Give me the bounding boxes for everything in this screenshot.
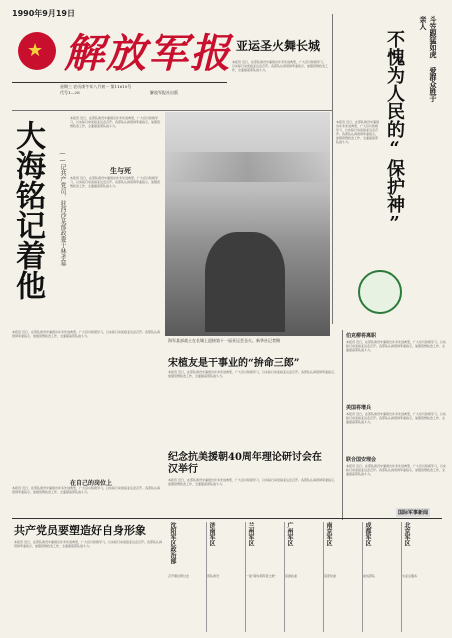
right-item-3-title: 联合国安理会 (346, 457, 377, 463)
article-conference-text: 本报讯 近日，在部队建设中涌现出许多先进典型，广大官兵积极学习，以实际行动迎接亚运会召开。各部队认真贯彻军委指示，加强思想政治工作，全面提高部队战斗力。 (168, 478, 337, 486)
article-song-text: 本报讯 近日，在部队建设中涌现出许多先进典型，广大官兵积极学习，以实际行动迎接亚运会召开。各部队认真贯彻军委指示，加强思想政治工作，全面提高部队战斗力。 (168, 370, 337, 378)
column-2-title: 济南军区 (208, 522, 215, 546)
subhead-exam: 在自己的岗位上 (70, 480, 113, 487)
headline-conference: 纪念抗美援朝40周年理论研讨会在汉举行 (168, 452, 322, 475)
article-side-text: 本报讯 近日，在部队建设中涌现出许多先进典型，广大官兵积极学习，以实际行动迎接亚运会召开。各部队认真贯彻军委指示，加强思想政治工作，全面提高部队战斗力。 (336, 120, 379, 144)
headline-big-vertical: 大海铭记着他 (10, 120, 45, 300)
right-item-1-title: 伯克柳将离职 (346, 333, 377, 339)
column-1-title: 沈阳军区政治部 (169, 522, 176, 564)
article-continued-text: 本报讯 近日，在部队建设中涌现出许多先进典型，广大官兵积极学习，以实际行动迎接亚运会召开。各部队认真贯彻军委指示，加强思想政治工作，全面提高部队战斗力。 (12, 330, 160, 338)
headline-party: 共产党员要塑造好自身形象 (14, 524, 146, 537)
headline-big-sub: ——记共产党员、驻西沙某部政委于林孝幕 (59, 150, 66, 266)
column-5-text: 某部党委 (324, 574, 337, 578)
subhead-life-death: 生与死 (110, 166, 131, 175)
headline-side-vertical: 不愧为人民的“保护神” (384, 30, 405, 234)
article-main-text: 本报讯 近日，在部队建设中涌现出许多先进典型，广大官兵积极学习，以实际行动迎接亚运会召开。各部队认真贯彻军委指示，加强思想政治工作，全面提高部队战斗力。 (70, 176, 161, 188)
article-party-text: 本报讯 近日，在部队建设中涌现出许多先进典型，广大官兵积极学习，以实际行动迎接亚运会召开。各部队认真贯彻军委指示，加强思想政治工作，全面提高部队战斗力。 (14, 540, 162, 548)
right-item-2-text: 本报讯 近日，在部队建设中涌现出许多先进典型，广大官兵积极学习，以实际行动迎接亚运会召开。各部队认真贯彻军委指示，加强思想政治工作，全面提高部队战斗力。 (346, 412, 446, 424)
army-emblem-icon: ★ (18, 32, 56, 70)
photo-caption: 海军某部战士在长城上迎接第十一届亚运会圣火。新华社记者摄 (168, 338, 280, 343)
stamp-logo-icon (358, 270, 402, 314)
right-item-1-text: 本报讯 近日，在部队建设中涌现出许多先进典型，广大官兵积极学习，以实际行动迎接亚运会召开。各部队认真贯彻军委指示，加强思想政治工作，全面提高部队战斗力。 (346, 340, 446, 352)
column-4-title: 广州军区 (286, 522, 293, 546)
publisher: 解放军报社出版 (150, 90, 178, 95)
column-6-title: 成都军区 (364, 522, 371, 546)
column-7-title: 北京军区 (403, 522, 410, 546)
great-wall-photo (165, 112, 330, 336)
article-asian-games-text: 本报讯 近日，在部队建设中涌现出许多先进典型，广大官兵积极学习，以实际行动迎接亚运会召开。各部队认真贯彻军委指示，加强思想政治工作，全面提高部队战斗力。 (232, 60, 328, 72)
column-6-text: 前线部队 (363, 574, 376, 578)
column-5-title: 南京军区 (325, 522, 332, 546)
newspaper-title: 解放军报 (64, 30, 232, 77)
headline-song: 宋植友是干事业的“拚命三郎” (168, 358, 300, 369)
column-2-text: 部队建设 (207, 574, 220, 578)
column-1-text: 召开理论研讨会 (168, 574, 190, 578)
headline-asian-games: 亚运圣火舞长城 (236, 39, 321, 53)
side-kicker: 斗笠跟猛如虎 爱群众胜于亲人 (419, 16, 438, 102)
issue-code: 代号1—28 (60, 90, 80, 95)
column-3-text: 一届“新时期军营之歌” (246, 574, 277, 578)
intl-section-label: 国际军事新闻 (398, 510, 429, 516)
article-intro-text: 本报讯 近日，在部队建设中涌现出许多先进典型，广大官兵积极学习，以实际行动迎接亚运会召开。各部队认真贯彻军委指示，加强思想政治工作，全面提高部队战斗力。 (70, 116, 161, 128)
column-7-text: 为亚运服务 (402, 574, 418, 578)
column-4-text: 某团政委 (285, 574, 298, 578)
right-item-2-title: 美国将增兵 (346, 405, 372, 411)
column-3-title: 兰州军区 (247, 522, 254, 546)
article-exam-text: 本报讯 近日，在部队建设中涌现出许多先进典型，广大官兵积极学习，以实际行动迎接亚运会召开。各部队认真贯彻军委指示，加强思想政治工作，全面提高部队战斗力。 (12, 486, 160, 494)
bottom-columns (168, 522, 442, 632)
right-item-3-text: 本报讯 近日，在部队建设中涌现出许多先进典型，广大官兵积极学习，以实际行动迎接亚运会召开。各部队认真贯彻军委指示，加强思想政治工作，全面提高部队战斗力。 (346, 464, 446, 476)
issue-date: 1990年9月19日 (12, 9, 75, 18)
issue-line: 星期三 农历庚午年八月初一 第11610号 (60, 84, 132, 89)
